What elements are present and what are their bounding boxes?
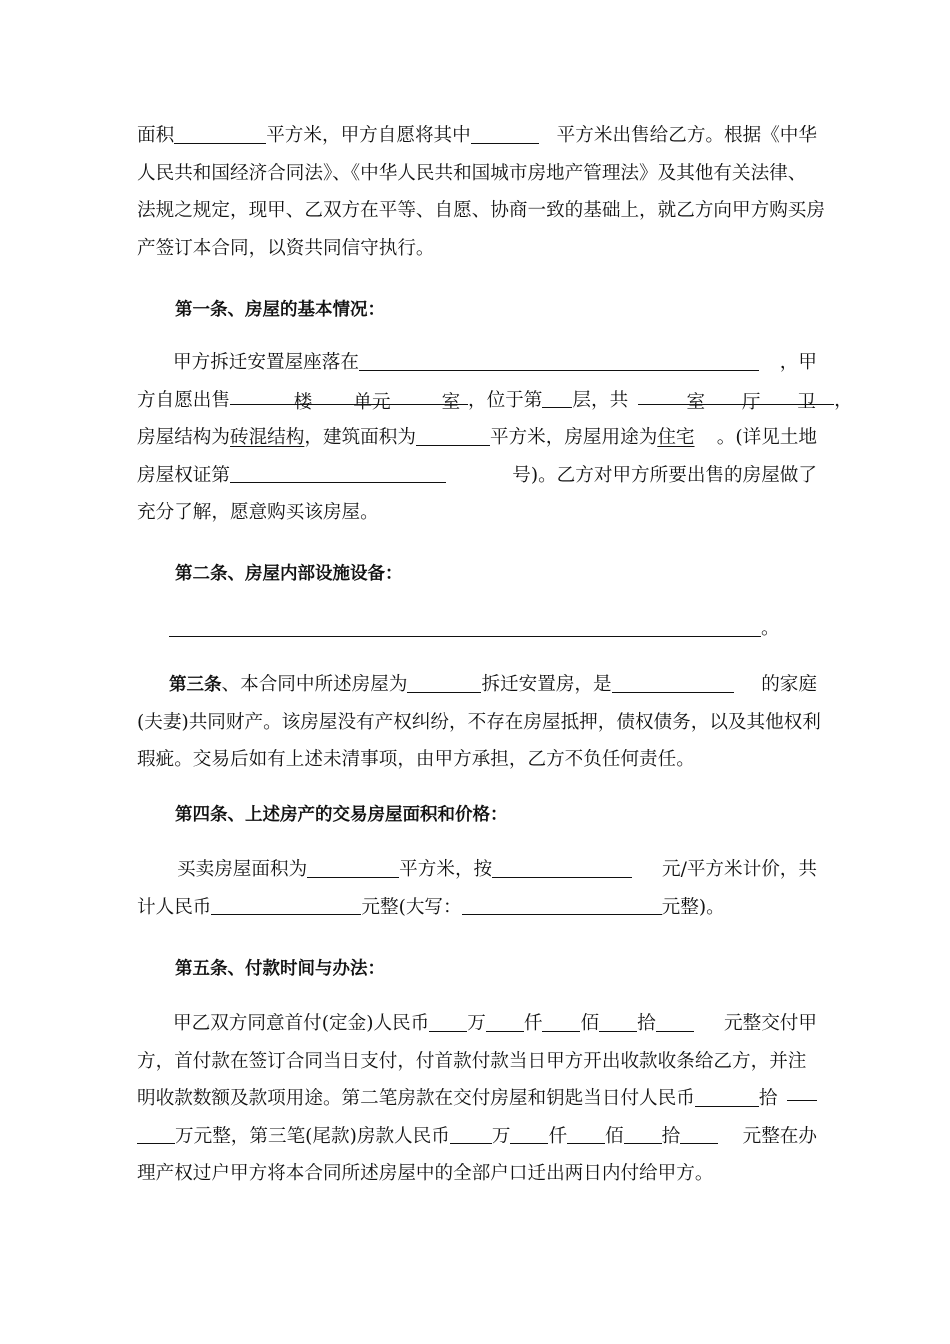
second-shiwan-blank[interactable] xyxy=(695,1086,759,1107)
text-line: 面积 平方米，甲方自愿将其中 平方米出售给乙方。根据《中华 xyxy=(137,125,817,146)
building-blank[interactable]: 楼 xyxy=(230,384,326,405)
text-line: 产签订本合同，以资共同信守执行。 xyxy=(137,237,435,259)
room-blank[interactable]: 室 xyxy=(404,384,468,405)
unit-price-blank[interactable] xyxy=(492,857,632,878)
text-line: 计人民币 元整(大写： 元整)。 xyxy=(137,896,725,918)
text-line: 买卖房屋面积为 平方米，按 元/平方米计价，共 xyxy=(177,859,817,880)
article-2-paragraph xyxy=(137,610,817,648)
article-3-paragraph xyxy=(137,666,821,779)
down-bai-blank[interactable] xyxy=(542,1011,580,1032)
building-area-blank[interactable] xyxy=(416,425,490,446)
usage-value[interactable]: 住宅 xyxy=(657,427,695,448)
article-2-heading: 第二条、房屋内部设施设备： xyxy=(175,564,403,584)
second-wan-blank[interactable] xyxy=(787,1080,817,1101)
text-line: 。 xyxy=(137,610,817,648)
final-yuan-blank[interactable] xyxy=(680,1124,718,1145)
text-line: 房屋结构为砖混结构，建筑面积为 平方米，房屋用途为住宅 。(详见土地 xyxy=(137,427,817,448)
unit-blank[interactable]: 单元 xyxy=(326,384,404,405)
layout-blank[interactable]: 室 厅 卫 xyxy=(638,384,834,405)
article-5-paragraph xyxy=(137,1005,817,1193)
text-line: 充分了解，愿意购买该房屋。 xyxy=(137,502,379,523)
location-blank[interactable] xyxy=(359,350,759,371)
final-bai-blank[interactable] xyxy=(567,1124,605,1145)
floor-blank[interactable] xyxy=(542,388,572,409)
certificate-number-blank[interactable] xyxy=(230,463,446,484)
text-line: 理产权过户甲方将本合同所述房屋中的全部户口迁出两日内付给甲方。 xyxy=(137,1163,714,1184)
facilities-blank[interactable] xyxy=(169,616,761,637)
article-4-heading: 第四条、上述房产的交易房屋面积和价格： xyxy=(175,805,508,825)
down-qian-blank[interactable] xyxy=(486,1011,524,1032)
text-line: 房屋权证第 号)。乙方对甲方所要出售的房屋做了 xyxy=(137,464,817,486)
trade-area-blank[interactable] xyxy=(307,857,399,878)
article-4-paragraph xyxy=(137,851,817,926)
intro-paragraph xyxy=(137,117,825,267)
text-line: 明收款数额及款项用途。第二笔房款在交付房屋和钥匙当日付人民币 拾 xyxy=(137,1080,817,1118)
down-yuan-blank[interactable] xyxy=(656,1011,694,1032)
final-shi-blank[interactable] xyxy=(624,1124,662,1145)
text-line: 甲乙双方同意首付(定金)人民币 万 仟 佰 拾 元整交付甲 xyxy=(173,1013,817,1034)
text-line: 法规之规定，现甲、乙双方在平等、自愿、协商一致的基础上，就乙方向甲方购买房 xyxy=(137,200,825,221)
final-wan-blank[interactable] xyxy=(450,1124,492,1145)
total-price-uppercase-blank[interactable] xyxy=(462,895,662,916)
down-wan-blank[interactable] xyxy=(429,1011,467,1032)
total-price-blank[interactable] xyxy=(211,895,361,916)
text-line: (夫妻)共同财产。该房屋没有产权纠纷，不存在房屋抵押，债权债务，以及其他权利 xyxy=(137,711,821,733)
article-1-heading: 第一条、房屋的基本情况： xyxy=(175,300,385,320)
text-line: 人民共和国经济合同法》、《中华人民共和国城市房地产管理法》及其他有关法律、 xyxy=(137,162,807,184)
article-1-paragraph xyxy=(137,344,853,532)
text-line: 第三条、本合同中所述房屋为 拆迁安置房，是 的家庭 xyxy=(169,674,817,695)
sale-area-blank[interactable] xyxy=(471,123,539,144)
article-5-heading: 第五条、付款时间与办法： xyxy=(175,959,385,979)
text-line: 瑕疵。交易后如有上述未清事项，由甲方承担，乙方不负任何责任。 xyxy=(137,749,695,770)
text-line: 方，首付款在签订合同当日支付，付首款付款当日甲方开出收款收条给乙方，并注 xyxy=(137,1050,807,1072)
article-3-title: 第三条 xyxy=(169,675,222,695)
second-wan-blank-cont[interactable] xyxy=(137,1124,175,1145)
relocation-type-blank[interactable] xyxy=(407,672,481,693)
area-blank[interactable] xyxy=(174,123,266,144)
final-qian-blank[interactable] xyxy=(510,1124,548,1145)
owner-blank[interactable] xyxy=(612,672,734,693)
text-line: 方自愿出售 楼 单元 室 ，位于第 层，共 室 厅 卫 ， xyxy=(137,382,817,420)
down-shi-blank[interactable] xyxy=(599,1011,637,1032)
text-line: 甲方拆迁安置屋座落在 ，甲 xyxy=(173,352,817,373)
text-line: 万元整，第三笔(尾款)房款人民币 万 仟 佰 拾 元整在办 xyxy=(137,1118,817,1156)
structure-value[interactable]: 砖混结构 xyxy=(229,427,305,448)
